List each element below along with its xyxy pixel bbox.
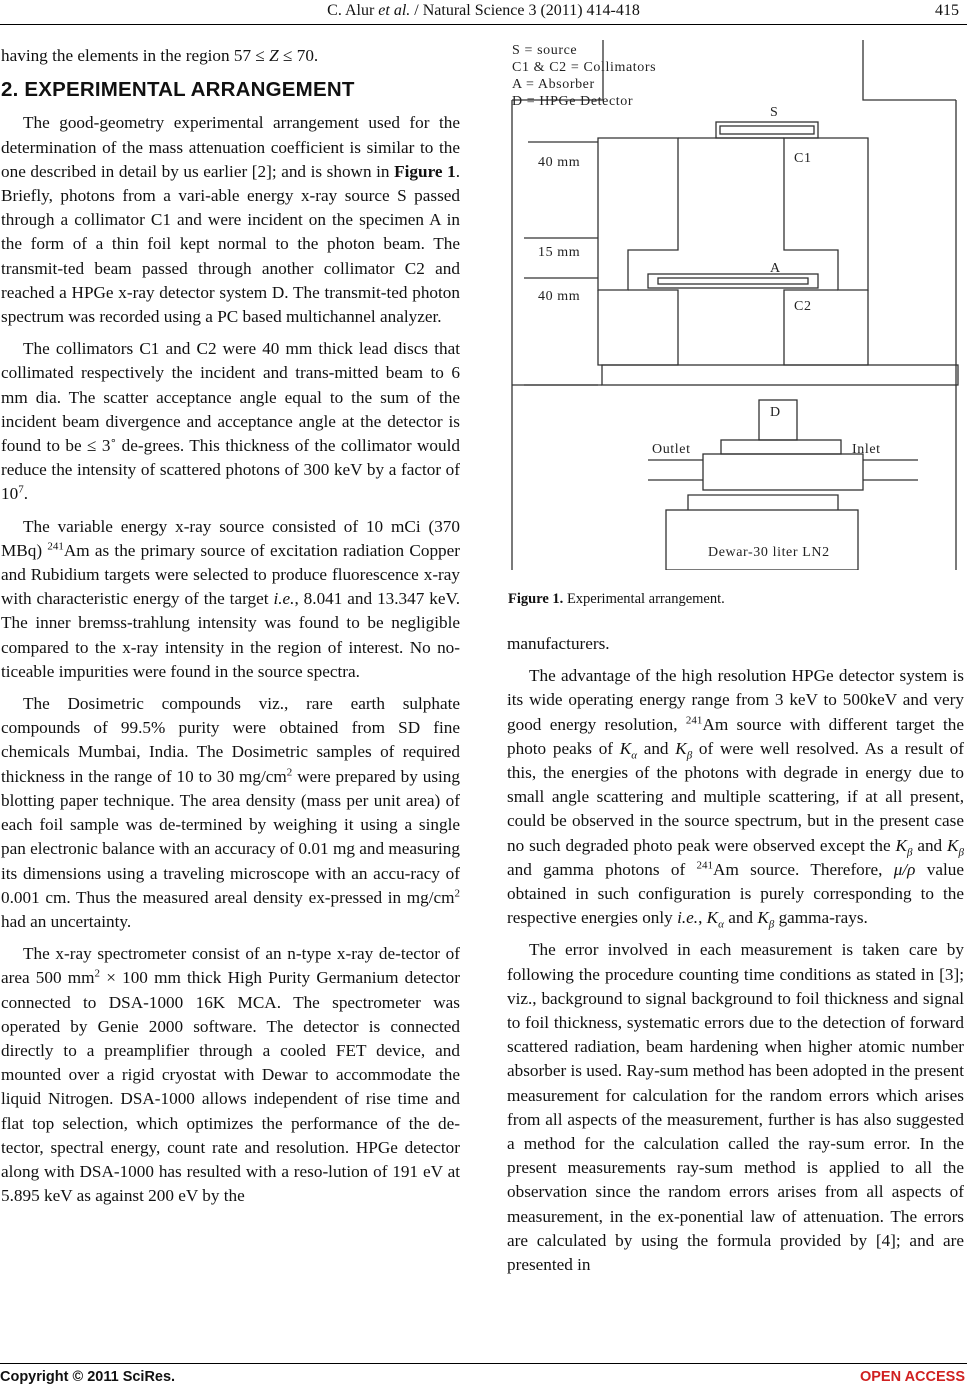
label-a: A xyxy=(770,261,781,276)
detector-flange xyxy=(721,440,841,454)
source-block xyxy=(716,122,818,138)
footer-copyright: Copyright © 2011 SciRes. xyxy=(0,1369,176,1385)
paragraph-5: The x-ray spectrometer consist of an n-type x-ray de-tector of area 500 $mm^2 \times 100$ mm thick High Purity Germanium detector connected to DSA-1000 16K MCA. The spectrometer was operated by Genie 2000 software. The detector is connected directly to a preamplifier through a cooled FET device, and mounted over a rigid cryostat with Dewar to accommodate the liquid Nitrogen. DSA-1000 allows independent of rise time and flat top selection, which optimizes the performance of the de-tector, spectral energy, count rate and resolution. HPGe detector along with DSA-1000 has resulted with a reso-lution of 191 eV at 5.895 keV as against 200 eV by the xyxy=(1,944,460,1206)
apparatus-diagram xyxy=(508,40,964,570)
dewar-neck xyxy=(688,495,838,510)
legend-collimators: C1 & C2 = Collimators xyxy=(512,60,657,75)
label-c2: C2 xyxy=(794,299,812,314)
source-inner xyxy=(720,126,814,134)
footer-rule xyxy=(0,1363,967,1364)
left-column xyxy=(1,44,460,1216)
paragraph-7: The error involved in each measurement is taken care by following the procedure counting time conditions as stated in [3]; viz., background to signal background to foil thickness and signal to foil thickness, systematic errors due to the detection of forward scattered radiation, beam hardening when higher atomic number absorber is used. Ray-sum method has been adopted in the present measurement for calculation for the random errors which arises from all aspects of the measurement, further is has also suggested a method for the calculation called the ray-sum error. In the present measurements ray-sum method is applied to all the observation since the random errors arises from all aspects of measurement, in the ex-ponential law of attenuation. The errors are calculated by using the formula provided by [4]; and are presented in xyxy=(507,940,964,1275)
label-dewar: Dewar-30 liter LN2 xyxy=(708,545,830,560)
base-plate xyxy=(602,365,958,385)
header-citation xyxy=(0,2,967,20)
absorber-inner xyxy=(658,278,808,284)
label-s: S xyxy=(770,105,779,120)
legend-absorber: A = Absorber xyxy=(512,77,595,92)
paragraph-2: The collimators C1 and C2 were 40 mm thick lead discs that collimated respectively the incident and trans-mitted beam to 6 mm dia. The scatter acceptance angle equal to the sum of the incident beam divergence and acceptance angle at the detector is found to be ≤ 3˚ de-grees. This thickness of the collimator would reduce the intensity of scattered photons of 300 keV by a factor of $10^7$. xyxy=(1,339,460,504)
label-dim-15mm: 15 mm xyxy=(538,245,581,260)
detector-body xyxy=(703,454,863,490)
label-c1: C1 xyxy=(794,151,812,166)
label-outlet: Outlet xyxy=(652,442,691,457)
figure-caption: Figure 1. Experimental arrangement. xyxy=(508,591,725,607)
section-heading: 2. EXPERIMENTAL ARRANGEMENT xyxy=(1,78,355,102)
header-journal: / Natural Science 3 (2011) 414-418 xyxy=(410,2,640,19)
c1-left xyxy=(598,138,678,290)
legend-detector: D = HPGe Detector xyxy=(512,94,634,109)
paragraph-3: The variable energy x-ray source consisted of 10 mCi (370 MBq) $^{241}$Am as the primary source of excitation radiation Copper and Rubidium targets were selected to produce fluorescence x-ray with characteristic energy of the target i.e., 8.041 and 13.347 keV. The inner bremss-trahlung intensity was found to be negligible compared to the x-ray intensity in the region of interest. No no-ticeable impurities were found in the source spectra. xyxy=(1,516,460,681)
paragraph-4: The Dosimetric compounds viz., rare earth sulphate compounds of 99.5% purity were obtained from SD fine chemicals Mumbai, India. The Dosimetric samples of required thickness in the range of 10 to 30 $mg/cm^2$ were prepared by using blotting paper technique. The area density (mass per unit area) of each foil sample was de-termined by weighing it using a single pan electronic balance with an accuracy of 0.01 mg and measuring its dimensions using a traveling microscope with an accu-racy of 0.001 cm. Thus the measured areal density ex-pressed in $mg/cm^2$ had an uncertainty. xyxy=(1,694,460,931)
paragraph-1: The good-geometry experimental arrangement used for the determination of the mass attenuation coefficient is similar to the one described in detail by us earlier [2]; and is shown in Figure 1. Briefly, photons from a vari-able energy x-ray source S passed through a collimator C1 and were incident on the specimen A in the form of a thin foil kept normal to the photon beam. The transmit-ted beam passed through another collimator C2 and reached a HPGe x-ray detector system D. The transmit-ted photon spectrum was recorded using a PC based multichannel analyzer. xyxy=(1,113,461,327)
continuation-line: manufacturers. xyxy=(507,634,610,653)
label-inlet: Inlet xyxy=(852,442,881,457)
header-author: C. Alur xyxy=(327,2,379,19)
mu-over-rho: μ/ρ xyxy=(893,859,916,879)
dewar-vessel xyxy=(666,510,858,570)
intro-paragraph: having the elements in the region 57 ≤ Z ≤ 70. xyxy=(1,46,319,65)
page-number: 415 xyxy=(935,2,959,19)
absorber-plate xyxy=(648,274,818,288)
label-d: D xyxy=(770,405,781,420)
housing-top-right xyxy=(863,40,956,100)
figure-reference[interactable]: Figure 1 xyxy=(394,161,456,181)
label-dim-40mm-a: 40 mm xyxy=(538,155,581,170)
header-rule xyxy=(0,24,967,25)
c2-left xyxy=(598,290,678,365)
right-column xyxy=(507,632,964,1285)
figure-experimental-arrangement xyxy=(508,40,964,570)
header-etal: et al. xyxy=(378,2,411,19)
legend-source: S = source xyxy=(512,43,578,58)
running-header xyxy=(0,0,967,24)
label-dim-40mm-b: 40 mm xyxy=(538,289,581,304)
footer-open-access[interactable]: OPEN ACCESS xyxy=(859,1369,965,1385)
paragraph-6: The advantage of the high resolution HPGe detector system is its wide operating energy range from 3 keV to 500keV and very good energy resolution, $^{241}$Am source with different target the photo peaks of $K_\alpha$ and $K_\beta$ of were well resolved. As a result of this, the energies of the photons with degrade in energy due to small angle scattering and multiple scattering, if at all present, could be observed in the source spectrum, but in the present case no such degraded photo peak were observed except the $K_\beta$ and $K_\beta$ and gamma photons of $^{241}$Am source. Therefore, μ/ρ value obtained in such configuration is purely corresponding to the respective energies only i.e., $K_\alpha$ and $K_\beta$ gamma-rays. xyxy=(507,666,965,931)
